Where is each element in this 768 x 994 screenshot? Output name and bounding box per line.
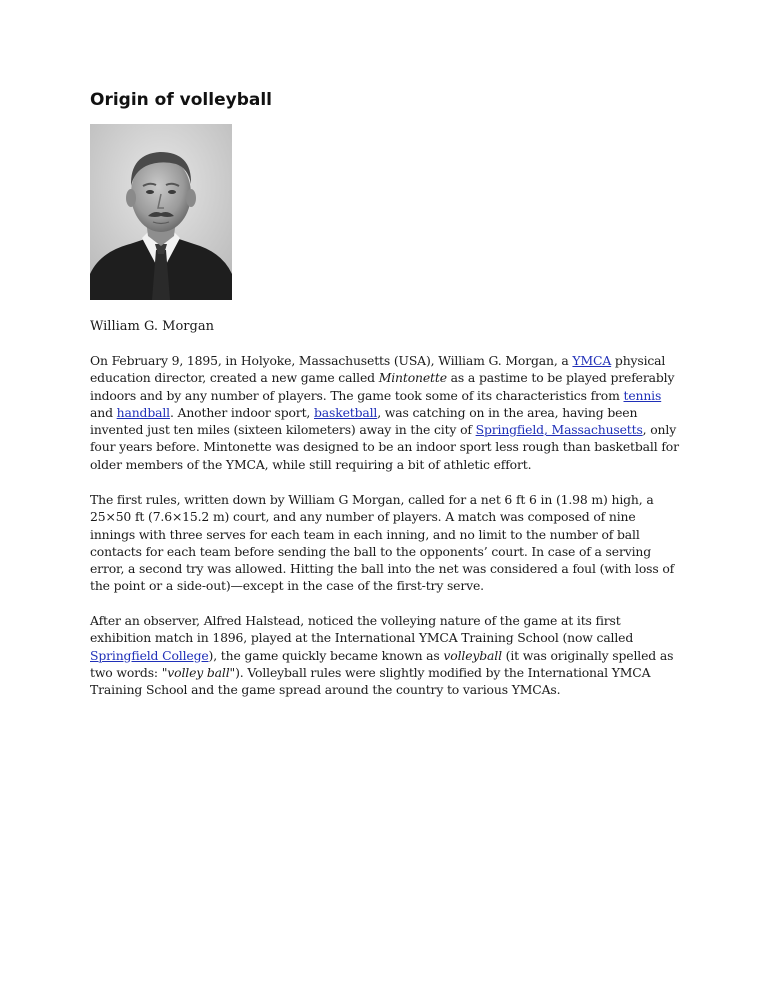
link-ymca[interactable]: YMCA [572, 353, 612, 368]
link-handball[interactable]: handball [116, 404, 170, 420]
body-text: (it was originally spelled as two words: " [90, 647, 674, 680]
emphasis-text: volley ball [167, 664, 230, 680]
body-text: . Another indoor sport, [169, 404, 314, 420]
link-tennis[interactable]: tennis [623, 387, 662, 403]
body-text: On February 9, 1895, in Holyoke, Massachusetts (USA), William G. Morgan, a [90, 353, 573, 368]
paragraph [90, 612, 682, 698]
page-title: Origin of volleyball [90, 90, 272, 110]
emphasis-text: Mintonette [378, 370, 447, 386]
body-text: , only four years before. Mintonette was designed to be an indoor sport less rough than basketball for older members of the YMCA, while still requiring a bit of athletic effort. [90, 422, 679, 472]
portrait-photo [90, 124, 232, 300]
paragraph [90, 352, 682, 473]
body-text: and [90, 404, 117, 420]
body-text: ), the game quickly became known as [208, 647, 444, 663]
link-springfield-massachusetts[interactable]: Springfield, Massachusetts [475, 422, 643, 438]
body-text: The first rules, written down by William G Morgan, called for a net 6 ft 6 in (1.98 m) high, a 25×50 ft (7.6×15.2 m) court, and any number of players. A match was composed of nine innings with three serves for each team in each inning, and no limit to the number of ball contacts for each team before sending the ball to the opponents’ court. In case of a serving error, a second try was allowed. Hitting the ball into the net was considered a foul (with loss of the point or a side-out)—except in the case of the first-try serve. [90, 492, 675, 594]
portrait-caption: William G. Morgan [90, 319, 214, 334]
body-text: After an observer, Alfred Halstead, noticed the volleying nature of the game at its first exhibition match in 1896, played at the International YMCA Training School (now called [90, 613, 634, 646]
paragraph [90, 491, 682, 595]
body-text: "). Volleyball rules were slightly modified by the International YMCA Training School and the game spread around the country to various YMCAs. [90, 664, 651, 698]
body-text: physical education director, created a new game called [90, 353, 666, 386]
body-text: as a pastime to be played preferably indoors and by any number of players. The game took some of its characteristics from [90, 370, 675, 403]
body-text: , was catching on in the area, having been invented just ten miles (sixteen kilometers) away in the city of [90, 404, 638, 438]
link-basketball[interactable]: basketball [313, 404, 378, 420]
emphasis-text: volleyball [443, 647, 502, 663]
link-springfield-college[interactable]: Springfield College [90, 647, 209, 663]
